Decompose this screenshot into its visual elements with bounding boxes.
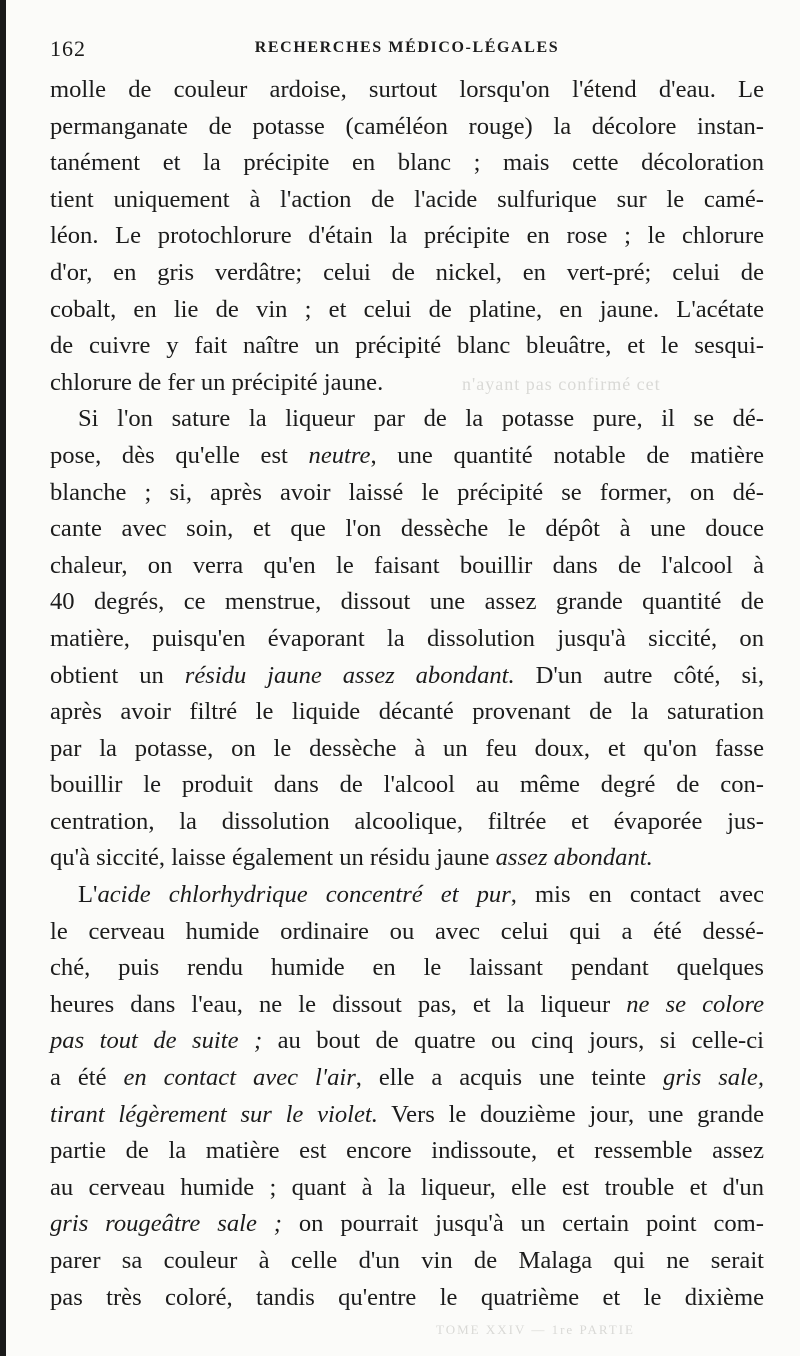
text-line — [50, 1243, 764, 1280]
text-line — [50, 475, 764, 512]
text-line — [50, 950, 764, 987]
text-line — [50, 658, 764, 695]
text-line — [50, 1170, 764, 1207]
text-line — [50, 145, 764, 182]
text-segment: pas très coloré, tandis qu'entre le quatrième et le dixième — [50, 1283, 764, 1311]
text-line — [50, 401, 764, 438]
text-segment: cobalt, en lie de vin ; et celui de platine, en jaune. L'acétate — [50, 295, 764, 323]
text-line — [50, 1280, 764, 1317]
text-line — [50, 584, 764, 621]
italic-text: assez abondant. — [495, 844, 653, 872]
text-line — [50, 72, 764, 109]
text-segment: qu'à siccité, laisse également un résidu jaune — [50, 844, 496, 872]
text-line — [50, 987, 764, 1024]
text-segment: pose, dès qu'elle est — [50, 441, 309, 469]
text-segment: heures dans l'eau, ne le dissout pas, et la liqueur — [50, 990, 627, 1018]
text-segment: Si l'on sature la liqueur par de la potasse pure, il se dé- — [78, 405, 764, 433]
italic-text: tirant légèrement sur le violet. — [50, 1100, 378, 1128]
text-segment: au cerveau humide ; quant à la liqueur, elle est trouble et d'un — [50, 1173, 764, 1201]
italic-text: acide chlorhydrique concentré et pur — [97, 881, 511, 909]
text-segment: blanche ; si, après avoir laissé le précipité se former, on dé- — [50, 478, 764, 506]
text-line — [50, 218, 764, 255]
text-segment: , elle a acquis une teinte — [355, 1064, 664, 1092]
italic-text: résidu jaune assez abondant. — [184, 661, 515, 689]
italic-text: en contact avec l'air — [123, 1064, 356, 1092]
text-line — [50, 1097, 764, 1134]
text-line — [50, 840, 764, 877]
text-segment: , une quantité notable de matière — [370, 441, 764, 469]
text-segment: Vers le douzième jour, une grande — [377, 1100, 764, 1128]
text-segment: léon. Le protochlorure d'étain la précipite en rose ; le chlorure — [50, 222, 764, 250]
text-segment: après avoir filtré le liquide décanté provenant de la saturation — [50, 698, 764, 726]
italic-text: gris rougeâtre sale ; — [50, 1210, 282, 1238]
text-segment: L' — [78, 881, 98, 909]
text-line — [50, 255, 764, 292]
text-line — [50, 914, 764, 951]
text-line — [50, 182, 764, 219]
text-segment: on pourrait jusqu'à un certain point com- — [281, 1210, 764, 1238]
text-segment: ché, puis rendu humide en le laissant pendant quelques — [50, 954, 764, 982]
text-segment: le cerveau humide ordinaire ou avec celui qui a été dessé- — [50, 917, 764, 945]
text-segment: au bout de quatre ou cinq jours, si celle-ci — [262, 1027, 764, 1055]
text-line — [50, 694, 764, 731]
text-segment: a été — [50, 1064, 124, 1092]
text-segment: D'un autre côté, si, — [514, 661, 764, 689]
italic-text: pas tout de suite ; — [50, 1027, 263, 1055]
text-segment: par la potasse, on le dessèche à un feu doux, et qu'on fasse — [50, 734, 764, 762]
text-line — [50, 1060, 764, 1097]
text-line — [50, 621, 764, 658]
text-line — [50, 877, 764, 914]
text-segment: tient uniquement à l'action de l'acide sulfurique sur le camé- — [50, 185, 764, 213]
text-line — [50, 511, 764, 548]
text-segment: tanément et la précipite en blanc ; mais cette décoloration — [50, 149, 764, 177]
text-segment: molle de couleur ardoise, surtout lorsqu'on l'étend d'eau. Le — [50, 76, 764, 103]
italic-text: neutre — [308, 441, 371, 469]
text-segment: centration, la dissolution alcoolique, filtrée et évaporée jus- — [50, 807, 764, 835]
text-segment: , mis en contact avec — [510, 881, 764, 909]
text-segment: cante avec soin, et que l'on dessèche le dépôt à une douce — [50, 515, 764, 543]
text-segment: bouillir le produit dans de l'alcool au même degré de con- — [50, 771, 764, 799]
text-line — [50, 767, 764, 804]
page-header — [50, 36, 764, 66]
text-segment: permanganate de potasse (caméléon rouge) la décolore instan- — [50, 112, 764, 140]
text-segment: parer sa couleur à celle d'un vin de Malaga qui ne serait — [50, 1247, 764, 1274]
text-segment: matière, puisqu'en évaporant la dissolution jusqu'à siccité, on — [50, 624, 764, 652]
text-line — [50, 731, 764, 768]
text-line — [50, 1133, 764, 1170]
italic-text: ne se colore — [626, 990, 765, 1018]
page-number: 162 — [50, 36, 86, 61]
italic-text: gris sale, — [663, 1064, 765, 1092]
text-line — [50, 109, 764, 146]
text-line — [50, 328, 764, 365]
text-segment: de cuivre y fait naître un précipité blanc bleuâtre, et le sesqui- — [50, 332, 764, 360]
text-segment: obtient un — [50, 661, 185, 689]
text-segment: chaleur, on verra qu'en le faisant bouillir dans de l'alcool à — [50, 551, 764, 579]
text-line — [50, 804, 764, 841]
text-line — [50, 1206, 764, 1243]
text-segment: 40 degrés, ce menstrue, dissout une assez grande quantité de — [50, 588, 764, 616]
text-segment: partie de la matière est encore indissoute, et ressemble assez — [50, 1137, 764, 1165]
text-line — [50, 292, 764, 329]
body-text — [50, 72, 764, 1316]
text-line — [50, 548, 764, 585]
text-line — [50, 438, 764, 475]
show-through-text: TOME XXIV — 1re PARTIE — [436, 1322, 635, 1337]
text-line — [50, 1023, 764, 1060]
text-segment: chlorure de fer un précipité jaune. — [50, 368, 384, 396]
text-segment: d'or, en gris verdâtre; celui de nickel, en vert-pré; celui de — [50, 258, 764, 286]
running-title: RECHERCHES MÉDICO-LÉGALES — [254, 39, 560, 56]
show-through-text: n'ayant pas confirmé cet — [462, 374, 661, 394]
